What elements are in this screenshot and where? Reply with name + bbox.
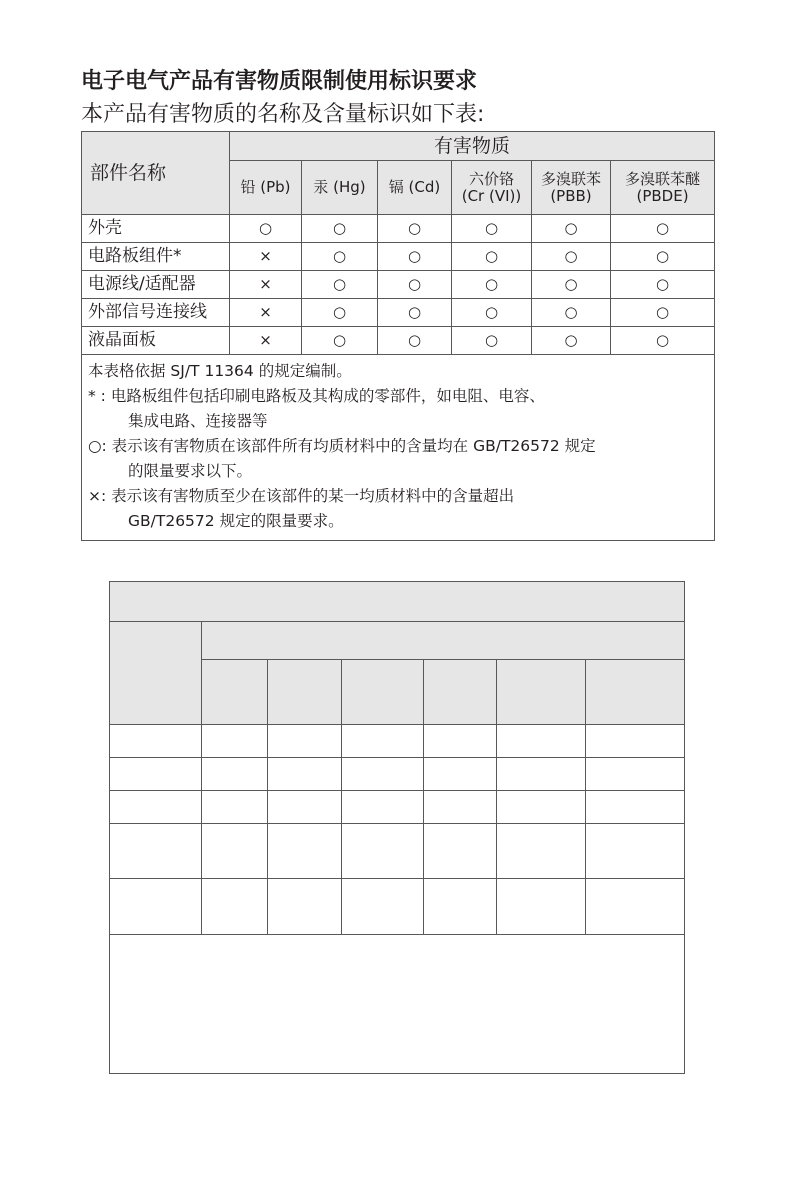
part-name-cell: 电源线/适配器 [82, 271, 230, 299]
hazardous-substance-header: 有害物质 [230, 132, 715, 161]
mark-cell: ○ [452, 299, 532, 327]
blank-cell [342, 758, 424, 791]
blank-cell [586, 879, 685, 935]
mark-cell: ○ [378, 327, 452, 355]
mark-cell: ○ [302, 215, 378, 243]
mark-cell: ○ [378, 299, 452, 327]
note-cross-continued: GB/T26572 规定的限量要求。 [128, 512, 344, 530]
blank-cell [202, 660, 268, 725]
mark-cell: ○ [611, 243, 715, 271]
blank-cell [424, 660, 497, 725]
blank-cell [268, 725, 342, 758]
blank-row [110, 791, 685, 824]
mark-cell: × [230, 327, 302, 355]
blank-cell [424, 879, 497, 935]
mark-cell: ○ [532, 215, 611, 243]
blank-row [110, 824, 685, 879]
mark-cell: ○ [230, 215, 302, 243]
blank-cell [268, 758, 342, 791]
blank-cell [342, 879, 424, 935]
blank-cell [424, 725, 497, 758]
blank-cell [268, 824, 342, 879]
part-name-cell: 外部信号连接线 [82, 299, 230, 327]
mark-cell: ○ [378, 215, 452, 243]
table-notes [82, 355, 715, 541]
blank-cell [424, 791, 497, 824]
blank-cell [202, 791, 268, 824]
blank-cell [268, 660, 342, 725]
blank-cell [342, 660, 424, 725]
note-circle-continued: 的限量要求以下。 [128, 462, 253, 480]
blank-cell [586, 758, 685, 791]
table-row [82, 243, 715, 271]
table-row [82, 271, 715, 299]
note-star: * : 电路板组件包括印刷电路板及其构成的零部件，如电阻、电容、 [88, 387, 545, 405]
blank-cell [202, 758, 268, 791]
mark-cell: × [230, 243, 302, 271]
blank-cell [342, 824, 424, 879]
blank-cell [268, 879, 342, 935]
blank-cell [110, 725, 202, 758]
mark-cell: ○ [611, 215, 715, 243]
blank-cell [497, 660, 586, 725]
blank-cell [586, 824, 685, 879]
page-subtitle: 本产品有害物质的名称及含量标识如下表: [81, 102, 485, 127]
blank-title-cell [110, 582, 685, 622]
part-name-cell: 外壳 [82, 215, 230, 243]
note-circle: ○: 表示该有害物质在该部件所有均质材料中的含量均在 GB/T26572 规定 [88, 437, 596, 455]
mark-cell: ○ [532, 327, 611, 355]
blank-cell [110, 824, 202, 879]
mark-cell: ○ [302, 327, 378, 355]
mark-cell: ○ [378, 271, 452, 299]
note-cross: ×: 表示该有害物质至少在该部件的某一均质材料中的含量超出 [88, 487, 515, 505]
blank-row [110, 725, 685, 758]
blank-cell [202, 879, 268, 935]
mark-cell: ○ [532, 299, 611, 327]
mark-cell: ○ [302, 299, 378, 327]
blank-cell [497, 758, 586, 791]
mark-cell: ○ [452, 327, 532, 355]
substance-cd-header: 镉 (Cd) [378, 161, 452, 215]
blank-part-header-cell [110, 622, 202, 725]
mark-cell: × [230, 271, 302, 299]
blank-cell [110, 791, 202, 824]
mark-cell: ○ [532, 243, 611, 271]
mark-cell: ○ [611, 327, 715, 355]
blank-row [110, 758, 685, 791]
blank-substance-header-cell [202, 622, 685, 660]
blank-cell [110, 758, 202, 791]
mark-cell: ○ [452, 243, 532, 271]
blank-cell [497, 879, 586, 935]
substance-pb-header: 铅 (Pb) [230, 161, 302, 215]
mark-cell: ○ [302, 243, 378, 271]
mark-cell: ○ [452, 215, 532, 243]
blank-cell [497, 725, 586, 758]
blank-cell [586, 725, 685, 758]
substance-hg-header: 汞 (Hg) [302, 161, 378, 215]
mark-cell: ○ [378, 243, 452, 271]
mark-cell: ○ [302, 271, 378, 299]
blank-cell [202, 725, 268, 758]
part-name-header: 部件名称 [82, 132, 230, 215]
table-row [82, 299, 715, 327]
mark-cell: ○ [611, 299, 715, 327]
blank-cell [497, 824, 586, 879]
note-star-continued: 集成电路、连接器等 [128, 412, 268, 430]
hazardous-substance-table [81, 131, 715, 541]
blank-cell [342, 725, 424, 758]
blank-cell [497, 791, 586, 824]
blank-cell [110, 879, 202, 935]
blank-notes-cell [110, 935, 685, 1074]
mark-cell: ○ [452, 271, 532, 299]
table-row [82, 215, 715, 243]
note-basis: 本表格依据 SJ/T 11364 的规定编制。 [88, 362, 352, 380]
blank-row [110, 879, 685, 935]
part-name-cell: 液晶面板 [82, 327, 230, 355]
substance-cr6-header: 六价铬 (Cr (VI)) [452, 161, 532, 215]
mark-cell: ○ [611, 271, 715, 299]
mark-cell: × [230, 299, 302, 327]
blank-cell [202, 824, 268, 879]
blank-cell [586, 660, 685, 725]
table-row [82, 327, 715, 355]
blank-table-template [109, 581, 685, 1074]
blank-cell [424, 758, 497, 791]
blank-cell [342, 791, 424, 824]
substance-pbde-header: 多溴联苯醚 (PBDE) [611, 161, 715, 215]
part-name-cell: 电路板组件* [82, 243, 230, 271]
blank-cell [268, 791, 342, 824]
page-title: 电子电气产品有害物质限制使用标识要求 [81, 69, 478, 94]
substance-pbb-header: 多溴联苯 (PBB) [532, 161, 611, 215]
blank-cell [424, 824, 497, 879]
blank-cell [586, 791, 685, 824]
mark-cell: ○ [532, 271, 611, 299]
